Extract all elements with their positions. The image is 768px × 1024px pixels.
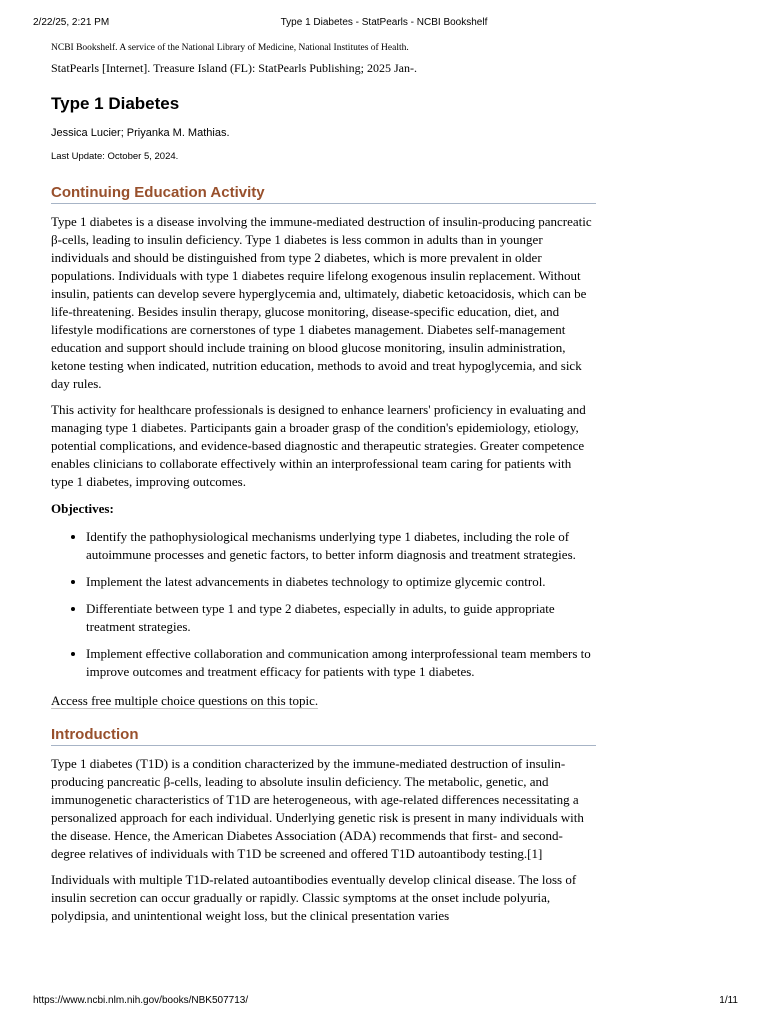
intro-paragraph-1: Type 1 diabetes (T1D) is a condition characterized by the immune-mediated destruction of insulin-producing pancreatic β-cells, leading to absolute insulin deficiency. The metabolic, genetic, and immunogenetic characteristics of T1D are heterogeneous, with age-related differences necessitating a personalized approach for each individual. Underlying genetic risk is present in many individuals with the disease. Hence, the American Diabetes Association (ADA) recommends that first- and second-degree relatives of individuals with T1D be screened and offered T1D autoantibody testing.[1]: [51, 756, 584, 861]
section-heading-continuing-education: Continuing Education Activity: [51, 184, 596, 204]
ce-paragraph-2: This activity for healthcare professionals is designed to enhance learners' proficiency in evaluating and managing type 1 diabetes. Participants gain a broader grasp of the condition's epidemiology, etiology, potential complications, and evidence-based diagnostic and therapeutic strategies. Greater competence enables clinicians to collaborate effectively within an interprofessional team caring for patients with type 1 diabetes, improving outcomes.: [51, 402, 586, 489]
intro-paragraph-2: Individuals with multiple T1D-related autoantibodies eventually develop clinical disease. The loss of insulin secretion can occur gradually or rapidly. Classic symptoms at the onset include polyuria, polydipsia, and unintentional weight loss, but the clinical presentation varies: [51, 872, 577, 923]
citation-line: StatPearls [Internet]. Treasure Island (FL): StatPearls Publishing; 2025 Jan-.: [51, 61, 417, 75]
objective-item: • Implement the latest advancements in diabetes technology to optimize glycemic control.: [86, 573, 596, 591]
print-footer: [33, 995, 738, 1009]
print-page-number: 1/11: [719, 995, 738, 1006]
article-content: [51, 41, 596, 925]
objectives-list: [51, 528, 596, 681]
print-url: https://www.ncbi.nlm.nih.gov/books/NBK507713/: [33, 995, 249, 1006]
page-title: Type 1 Diabetes: [51, 94, 180, 113]
last-update: Last Update: October 5, 2024.: [51, 151, 179, 162]
ce-paragraph-1: Type 1 diabetes is a disease involving the immune-mediated destruction of insulin-producing pancreatic β-cells, leading to insulin deficiency. Type 1 diabetes is less common in adults than in younger individuals and should be distinguished from type 2 diabetes, which is more prevalent in older populations. Individuals with type 1 diabetes require lifelong exogenous insulin replacement. Without insulin, patients can develop severe hyperglycemia and, ultimately, diabetic ketoacidosis, which can be life-threatening. Besides insulin therapy, glucose monitoring, disease-specific education, diet, and lifestyle modifications are cornerstones of type 1 diabetes management. Diabetes self-management education and support should include training on blood glucose monitoring, insulin administration, ketone testing when indicated, nutrition education, methods to avoid and treat hypoglycemia, and sick day rules.: [51, 214, 592, 391]
objective-item: • Implement effective collaboration and communication among interprofessional team members to improve outcomes and treatment efficacy for patients with type 1 diabetes.: [86, 645, 596, 681]
mcq-access-link[interactable]: Access free multiple choice questions on this topic.: [51, 693, 319, 708]
objectives-label: Objectives:: [51, 501, 114, 516]
mcq-access-paragraph: [51, 692, 596, 710]
print-datetime: 2/22/25, 2:21 PM: [33, 17, 110, 28]
print-page-title: Type 1 Diabetes - StatPearls - NCBI Bookshelf: [280, 17, 488, 28]
section-heading-introduction: Introduction: [51, 726, 596, 746]
objective-item: • Identify the pathophysiological mechanisms underlying type 1 diabetes, including the role of autoimmune processes and genetic factors, to better inform diagnosis and treatment strategies.: [86, 528, 596, 564]
authors-line: Jessica Lucier; Priyanka M. Mathias.: [51, 127, 230, 139]
bookshelf-banner: NCBI Bookshelf. A service of the National Library of Medicine, National Institutes of Health.: [51, 43, 409, 53]
print-header: [33, 17, 735, 31]
objective-item: • Differentiate between type 1 and type 2 diabetes, especially in adults, to guide appropriate treatment strategies.: [86, 600, 596, 636]
